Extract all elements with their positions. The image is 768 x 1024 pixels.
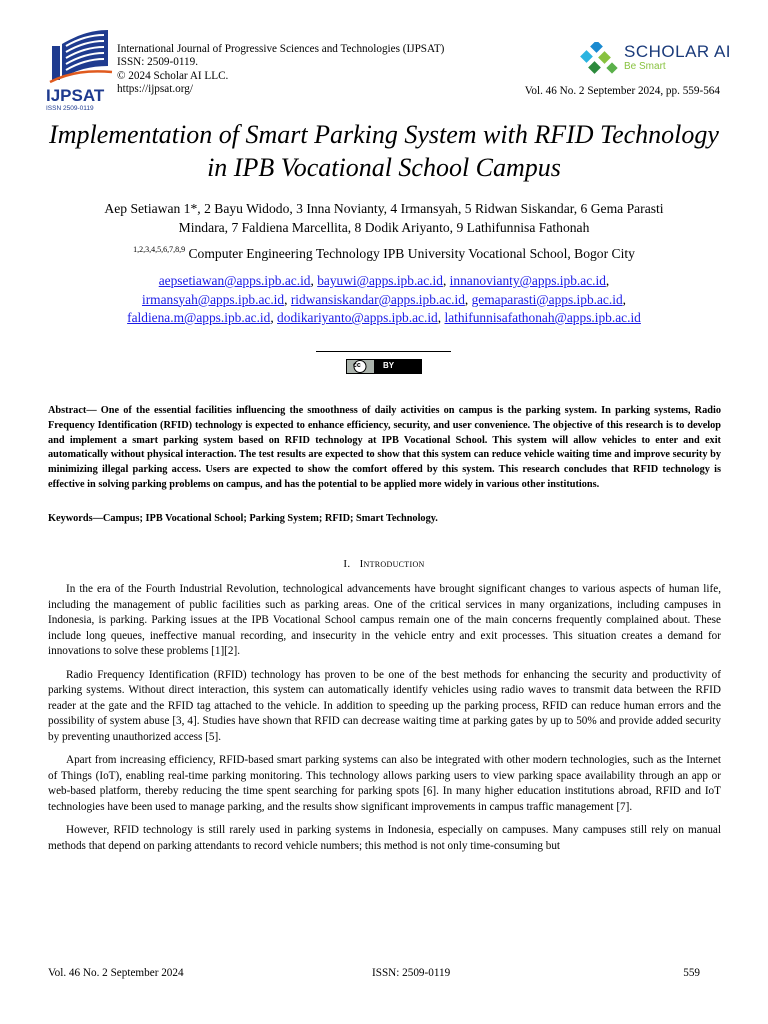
keywords: Keywords—Campus; IPB Vocational School; Parking System; RFID; Smart Technology. [48, 513, 438, 524]
copyright: © 2024 Scholar AI LLC. [117, 69, 229, 82]
email-link[interactable]: faldiena.m@apps.ipb.ac.id [127, 310, 271, 325]
introduction-body [48, 582, 721, 862]
email-link[interactable]: bayuwi@apps.ipb.ac.id [317, 273, 443, 288]
paper-title [40, 118, 728, 184]
logo-name: IJPSAT [46, 86, 105, 105]
divider [316, 351, 451, 352]
by-symbol: BY [383, 361, 395, 370]
title-line-2: in IPB Vocational School Campus [207, 153, 561, 182]
email-link[interactable]: irmansyah@apps.ipb.ac.id [141, 291, 285, 307]
section-title: Introduction [359, 558, 425, 570]
ijpsat-logo [46, 26, 114, 112]
affiliation-text: Computer Engineering Technology IPB University Vocational School, Bogor City [188, 246, 635, 261]
journal-header [117, 43, 444, 97]
email-link[interactable]: aepsetiawan@apps.ipb.ac.id [158, 273, 311, 288]
section-heading [0, 558, 768, 570]
email-link[interactable]: gemaparasti@apps.ipb.ac.id [471, 291, 623, 307]
footer-issn: ISSN: 2509-0119 [372, 967, 451, 979]
book-logo-icon [46, 26, 114, 84]
paragraph: However, RFID technology is still rarely used in parking systems in Indonesia, especially on campuses. Many campuses still rely on manual methods that depend on parking attendants to record vehicle numbers; this method is not only time-consuming but [48, 824, 721, 852]
page-number: 559 [683, 967, 700, 979]
scholar-ai-mark-icon [578, 42, 620, 76]
scholar-ai-logo [578, 42, 738, 74]
affiliation-superscript: 1,2,3,4,5,6,7,8,9 [133, 245, 186, 254]
journal-url[interactable]: https://ijpsat.org/ [117, 83, 193, 96]
paragraph: Radio Frequency Identification (RFID) technology has proven to be one of the best methods for enhancing the security and productivity of parking systems. Without direct interaction, this system can automatically identify vehicles using radio waves to transmit data between the RFID reader at the gate and the RFID tag attached to the vehicle. In addition to speeding up the parking process, RFID can reduce human errors and the possibility of system abuse [3, 4]. Studies have shown that RFID can decrease waiting time at parking gates by up to 50% and provide added security by preventing unauthorized access [5]. [48, 668, 721, 743]
email-link[interactable]: ridwansiskandar@apps.ipb.ac.id [290, 291, 465, 307]
title-line-1: Implementation of Smart Parking System with RFID Technology [49, 120, 719, 149]
email-link[interactable]: lathifunnisafathonah@apps.ipb.ac.id [444, 310, 641, 325]
authors-line-2: Mindara, 7 Faldiena Marcellita, 8 Dodik Ariyanto, 9 Lathifunnisa Fathonah [178, 220, 590, 235]
cc-symbol: cc [353, 362, 361, 369]
email-list: aepsetiawan@apps.ipb.ac.id, bayuwi@apps.ipb.ac.id, innanovianty@apps.ipb.ac.id, irmansyah@apps.ipb.ac.id, ridwansiskandar@apps.ipb.ac.id, gemaparasti@apps.ipb.ac.id, faldiena.m@apps.ipb.ac.id, dodikariyanto@apps.ipb.ac.id, lathifunnisafathonah@apps.ipb.ac.id [127, 273, 641, 325]
logo-issn: ISSN 2509-0119 [46, 105, 94, 112]
volume-info: Vol. 46 No. 2 September 2024, pp. 559-564 [524, 85, 720, 97]
authors-line-1: Aep Setiawan 1*, 2 Bayu Widodo, 3 Inna Novianty, 4 Irmansyah, 5 Ridwan Siskandar, 6 Gema Parasti [104, 201, 664, 216]
journal-issn: ISSN: 2509-0119. [117, 56, 199, 69]
paragraph: Apart from increasing efficiency, RFID-based smart parking systems can also be integrated with other modern technologies, such as the Internet of Things (IoT), enabling real-time parking monitoring. This technology allows parking users to view parking space availability through an app or web-based platform, thereby reducing the time spent searching for parking spots [6]. In many higher education institutions abroad, RFID and IoT technologies have been used to manage parking, and the results show significant improvements in campus traffic management [7]. [48, 754, 721, 813]
email-link[interactable]: dodikariyanto@apps.ipb.ac.id [277, 310, 438, 325]
email-link[interactable]: innanovianty@apps.ipb.ac.id [449, 273, 606, 288]
abstract: Abstract— One of the essential facilities influencing the smoothness of daily activities on campus is the parking system. In parking systems, Radio Frequency Identification (RFID) technology is expected to enhance efficiency, security, and user convenience. The objective of this research is to develop and implement a smart parking system based on RFID technology at IPB Vocational School. This system will allow vehicles to enter and exit automatically without physical interaction. The test results are expected to show that this system can reduce vehicle waiting time and improve security by minimizing illegal parking access. Users are expected to show the comfort offered by this system. This research concludes that RFID technology is effective in solving parking problems on campus, and has the potential to be applied more widely in various other institutions. [48, 405, 721, 490]
affiliation [60, 245, 708, 262]
brand-name: SCHOLAR AI [624, 42, 732, 61]
journal-name: International Journal of Progressive Sciences and Technologies (IJPSAT) [117, 43, 445, 55]
author-list [60, 199, 708, 237]
paragraph: In the era of the Fourth Industrial Revolution, technological advancements have brought significant changes to various aspects of human life, including the management of public facilities such as parking areas. One of the critical services in many organizations, including campuses in Indonesia, is parking. Parking issues at the IPB Vocational School campus remain one of the main concerns frequently complained about. These include long queues, ineffective manual recording, and insecurity in the vehicle entry and exit processes. This situation creates a demand for innovations to solve these problems [1][2]. [48, 583, 721, 657]
brand-tagline: Be Smart [624, 61, 666, 72]
section-number: I. [343, 558, 351, 570]
footer-volume: Vol. 46 No. 2 September 2024 [48, 967, 184, 979]
